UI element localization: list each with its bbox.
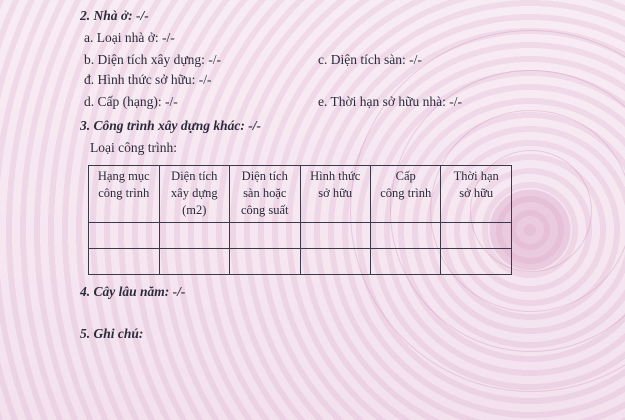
table-header: Cấp công trình [370, 166, 440, 223]
section-3-subtitle: Loại công trình: [90, 140, 177, 155]
table-header: Thời hạn sở hữu [441, 166, 512, 223]
ownership-form: đ. Hình thức sở hữu: -/- [84, 72, 212, 87]
table-row [89, 223, 512, 249]
table-header: Diện tích sàn hoặc công suất [230, 166, 300, 223]
table-header: Hình thức sở hữu [300, 166, 370, 223]
floor-area: c. Diện tích sàn: -/- [318, 52, 422, 67]
house-type: a. Loại nhà ở: -/- [84, 30, 175, 45]
section-2-title: 2. Nhà ở: -/- [80, 8, 149, 23]
table-row [89, 249, 512, 275]
table-header: Diện tích xây dựng (m2) [159, 166, 230, 223]
construction-area: b. Diện tích xây dựng: -/- [84, 52, 222, 67]
section-5-title: 5. Ghi chú: [80, 326, 144, 341]
section-4-title: 4. Cây lâu năm: -/- [80, 284, 186, 299]
table-header: Hạng mục công trình [89, 166, 160, 223]
construction-table [88, 165, 512, 275]
section-3-title: 3. Công trình xây dựng khác: -/- [80, 118, 261, 133]
ownership-term: e. Thời hạn sở hữu nhà: -/- [318, 94, 462, 109]
table-header-row [89, 166, 512, 223]
house-grade: d. Cấp (hạng): -/- [84, 94, 178, 109]
